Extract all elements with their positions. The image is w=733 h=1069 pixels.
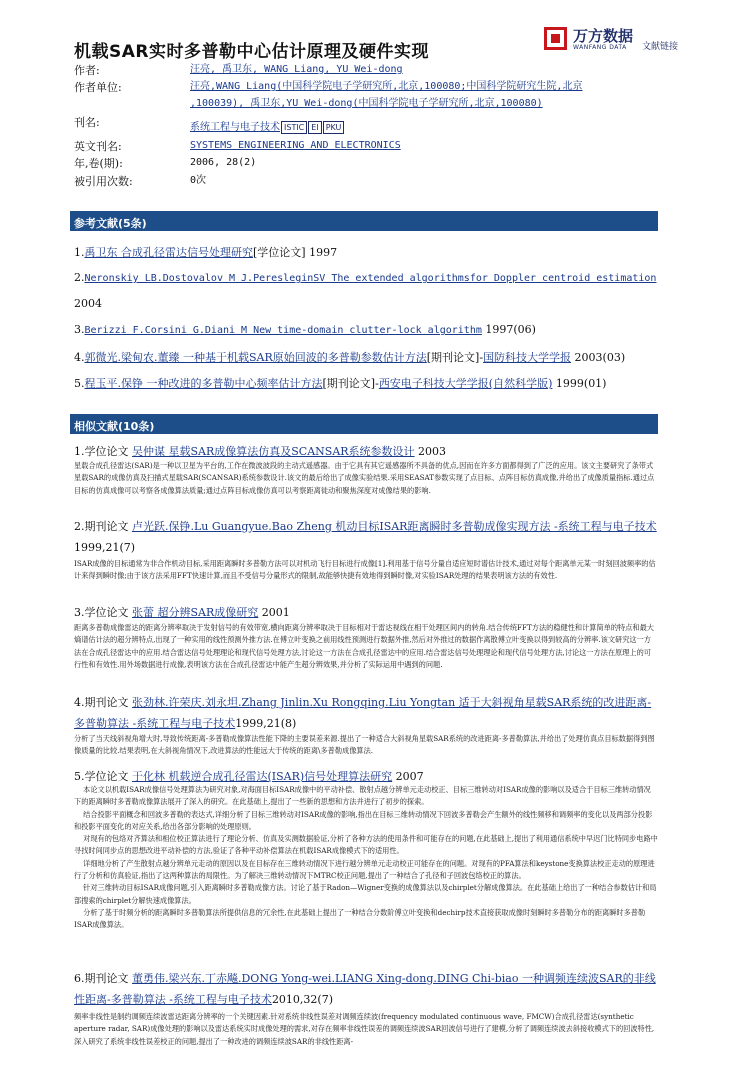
- journal-link[interactable]: 系统工程与电子技术: [190, 122, 280, 133]
- sim-link[interactable]: 张蕾 超分辨SAR成像研究: [132, 606, 259, 619]
- sim-item-head: [74, 441, 658, 462]
- sim-item-head: [74, 968, 658, 1010]
- sim-item-head: [74, 602, 658, 623]
- en-journal-label: 英文刊名:: [74, 140, 122, 153]
- sim-tail: 1999,21(7): [74, 541, 136, 554]
- sim-header: 相似文献(10条): [70, 414, 658, 434]
- journal-label: 刊名:: [74, 116, 100, 129]
- sim-link[interactable]: 张劲林.许荣庆.刘永坦.Zhang Jinlin.Xu Rongqing.Liu Yongtan 适于大斜视角星载SAR系统的改进距离-多普勒算法 -系统工程与电子技术: [74, 696, 652, 730]
- ref-rest: [期刊论文]-: [322, 377, 379, 390]
- sim-abstract: ISAR成像的目标通常为非合作机动目标,采用距离瞬时多普勒方法可以对机动飞行目标进行成像[1].利用基于信号分量自适应短时谱估计技术,通过对每个距离单元某一时刻回波频率的估计来得到瞬时像;由于该方法采用FFT快速计算,而且不受信号分量形式的限制,故能够快捷有效地得到瞬时像,对实验ISAR处理的结果表明该方法的有效性.: [74, 559, 656, 581]
- badge-istic[interactable]: ISTIC: [281, 121, 307, 134]
- ref-rest: 1999(01): [552, 377, 607, 390]
- logo-tag: 文献链接: [642, 42, 679, 52]
- page-title: 机载SAR实时多普勒中心估计原理及硬件实现: [74, 42, 429, 62]
- sim-tail: 1999,21(8): [235, 717, 297, 730]
- ref-journal-link[interactable]: 西安电子科技大学学报(自然科学版): [378, 377, 553, 390]
- cited-label: 被引用次数:: [74, 175, 133, 188]
- ref-item: [74, 271, 664, 284]
- ref-item: [74, 323, 664, 336]
- refs-header: 参考文献(5条): [70, 211, 658, 231]
- wanfang-logo[interactable]: [544, 25, 694, 55]
- sim-item-head: [74, 516, 658, 558]
- ref-rest: 1997(06): [481, 323, 536, 336]
- sim-type: 3.学位论文: [74, 606, 132, 619]
- authors-label: 作者:: [74, 64, 100, 77]
- ref-num: 3.: [74, 323, 85, 336]
- sim-type: 5.学位论文: [74, 770, 132, 783]
- ref-num: 2.: [74, 271, 85, 284]
- ref-link[interactable]: Neronskiy LB.Dostovalov M J.PeresleginSV The extended algorithmsfor Doppler centroid estimation: [84, 273, 657, 284]
- ref-link[interactable]: Berizzi F.Corsini G.Diani M New time-domain clutter-lock algorithm: [84, 325, 482, 336]
- ref-link[interactable]: 郭微光.梁甸农.董臻 一种基于机载SAR原始回波的多普勒参数估计方法: [84, 351, 427, 364]
- ref-rest: [学位论文] 1997: [253, 246, 338, 259]
- logo-icon: [544, 27, 567, 50]
- ref-link[interactable]: 禹卫东 合成孔径雷达信号处理研究: [84, 246, 253, 259]
- ref-rest: [期刊论文]-: [426, 351, 484, 364]
- sim-abstract: 频率非线性是制约调频连续波雷达距离分辨率的一个关键因素.针对系统非线性误差对调频连续波(frequency modulated continuous wave, FMCW)合成孔径雷达(synthetic aperture radar, SAR)成像处理的影响以及雷达系统实时成像处理的需求,对存在频率非线性误差的调频连续波SAR回波信号进行了建模,分析了调频连续波去斜接收模式下的回波特性,深入研究了系统非线性误差校正的问题,提出了一种改进的调频连续波SAR的非线性距离-: [74, 1012, 655, 1046]
- ref-rest: 2004: [74, 297, 102, 310]
- logo-en: WANFANG DATA: [573, 44, 627, 51]
- year-label: 年,卷(期):: [74, 157, 123, 170]
- sim-link[interactable]: 董勇伟.梁兴东.丁赤飚.DONG Yong-wei.LIANG Xing-dong.DING Chi-biao 一种调频连续波SAR的非线性距离-多普勒算法 -系统工程与电子技术: [74, 972, 656, 1006]
- sim-abstract: 星载合成孔径雷达(SAR)是一种以卫星为平台的,工作在微波波段的主动式遥感器。由于它具有其它遥感器所不具备的优点,因而在许多方面都得到了广泛的应用。该文主要研究了条带式星载SAR的成像仿真及扫描式星载SAR(SCANSAR)系统参数设计.该文的最后给出了成像实验结果.采用SEASAT参数实现了点目标、点阵目标仿真成像,并给出了成像质量指标.通过点目标的仿真成像可以考察各成像算法质量;通过点阵目标成像仿真可以考察距离徙动和聚焦深度对成像结果的影响.: [74, 461, 655, 495]
- sim-link[interactable]: 卢光跃.保铮.Lu Guangyue.Bao Zheng 机动目标ISAR距离瞬时多普勒成像实现方法 -系统工程与电子技术: [132, 520, 657, 533]
- ref-num: 1.: [74, 246, 85, 259]
- sim-tail: 2007: [392, 770, 424, 783]
- sim-type: 6.期刊论文: [74, 972, 132, 985]
- affil-label: 作者单位:: [74, 81, 122, 94]
- cited-value: 0次: [190, 175, 207, 186]
- ref-link[interactable]: 程玉平.保铮 一种改进的多普勒中心频率估计方法: [84, 377, 323, 390]
- sim-tail: 2003: [414, 445, 447, 458]
- affil-link-1[interactable]: 汪亮,WANG Liang(中国科学院电子学研究所,北京,100080;中国科学院研究生院,北京: [190, 81, 583, 92]
- sim-type: 2.期刊论文: [74, 520, 132, 533]
- sim-item-head: [74, 692, 658, 734]
- ref-item: [74, 244, 664, 260]
- sim-link[interactable]: 吴仲谋 星载SAR成像算法仿真及SCANSAR系统参数设计: [132, 445, 415, 458]
- ref-item: [74, 349, 664, 365]
- year-value: 2006, 28(2): [190, 157, 257, 168]
- ref-journal-link[interactable]: 国防科技大学学报: [483, 351, 572, 364]
- ref-num: 5.: [74, 377, 85, 390]
- en-journal-link[interactable]: SYSTEMS ENGINEERING AND ELECTRONICS: [190, 140, 401, 151]
- badge-ei[interactable]: EI: [308, 121, 321, 134]
- ref-num: 4.: [74, 351, 85, 364]
- sim-tail: 2010,32(7): [271, 993, 334, 1006]
- sim-abstract: 距离多普勒成像雷达的距离分辨率取决于发射信号的有效带宽,横向距离分辨率取决于目标相对于雷达视线在相干处理区间内的转角.结合传统FFT方法的稳健性和计算简单的特点和最大熵谱估计法的超分辨特点,出现了一种实用的线性预测外推方法.在傅立叶变换之前用线性预测进行数据外推,然后对外推过的数据作离散傅立叶变换以得到较高的分辨率.该文研究这一方法在合成孔径雷达中的应用.结合雷达信号处理理论和现代信号处理方法,讨论这一方法在合成孔径雷达中的应用.结合雷达信号处理理论和现代信号处理方法,讨论这一方法在原理上的可行性和有效性.用外场数据进行成像,表明该方法在合成孔径雷达中能产生超分辨效果,并分析了实际运用中遇到的问题.: [74, 623, 654, 669]
- affil-link-2[interactable]: ,100039), 禹卫东,YU Wei-dong(中国科学院电子学研究所,北京,100080): [190, 98, 543, 109]
- sim-abstract: 分析了当天线斜视角增大时,导致传统距离-多普勒成像算法性能下降的主要误差来源.提出了一种适合大斜视角星载SAR系统的改进距离-多普勒算法,并给出了处理仿真点目标数据得到图像质量的比较.结果表明,在大斜视角情况下,改进算法的性能远大于传统的距离\多普勒成像算法.: [74, 734, 655, 756]
- badge-pku[interactable]: PKU: [323, 121, 345, 134]
- ref-rest: 2003(03): [571, 351, 626, 364]
- logo-cn: 万方数据: [573, 27, 634, 45]
- sim-link[interactable]: 于化林 机载逆合成孔径雷达(ISAR)信号处理算法研究: [132, 770, 393, 783]
- sim-tail: 2001: [258, 606, 290, 619]
- ref-item: [74, 375, 664, 391]
- authors-link[interactable]: 汪亮, 禹卫东, WANG Liang, YU Wei-dong: [190, 64, 403, 75]
- sim-type: 4.期刊论文: [74, 696, 132, 709]
- sim-abstract: 本论文以机载ISAR成像信号处理算法为研究对象,对海面目标ISAR成像中的平动补偿、散射点越分辨单元走动校正、目标三维转动对ISAR成像的影响以及适合于目标三维转动情况下的距离瞬时多普勒成像算法展开了深入的研究。在此基础上,提出了一些新的思想和方法并进行了初步的探索。 结合投影平面概念和回波多普勒的表达式,详细分析了目标三维转动对ISAR成像的影响,指出在目标三维转动情况下回波多普勒会产生额外的线性频移和调频率的变化以及两部分投影和投影平面变化的对应关系,给出各部分影响的处理原则。 对现有的包络对齐算法和相位校正算法进行了理论分析、仿真及实测数据验证,分析了各种方法的使用条件和可能存在的问题,在此基础上,提出了利用通信系统中早迟门比特同步电路中寻找时间同步点的思想改进平动补偿的方法,验证了各种平动补偿算法在机载ISAR成像模式下的适用性。 详细地分析了产生散射点越分辨单元走动的原因以及在目标存在三维转动情况下进行越分辨单元走动校正可能存在的问题。对现有的PFA算法和keystone变换算法校正走动的原理进行了分析和仿真验证,指出了这两种算法的局限性。为了解决三维转动情况下MTRC校正问题,提出了一种结合了孔径和子回波包络校正的算法。 针对三维转动目标ISAR成像问题,引入距离瞬时多普勒成像方法。讨论了基于Radon—Wigner变换的成像算法以及chirplet分解成像算法。在此基础上给出了一种结合参数估计和局部搜索的chirplet分解快速成像算法。 分析了基于时频分析的距离瞬时多普勒算法所提供信息的冗余性,在此基础上提出了一种结合分数阶傅立叶变换和dechirp技术直接获取成像时刻瞬时多普勒分布的距离瞬时多普勒ISAR成像算法。: [74, 785, 658, 930]
- sim-type: 1.学位论文: [74, 445, 132, 458]
